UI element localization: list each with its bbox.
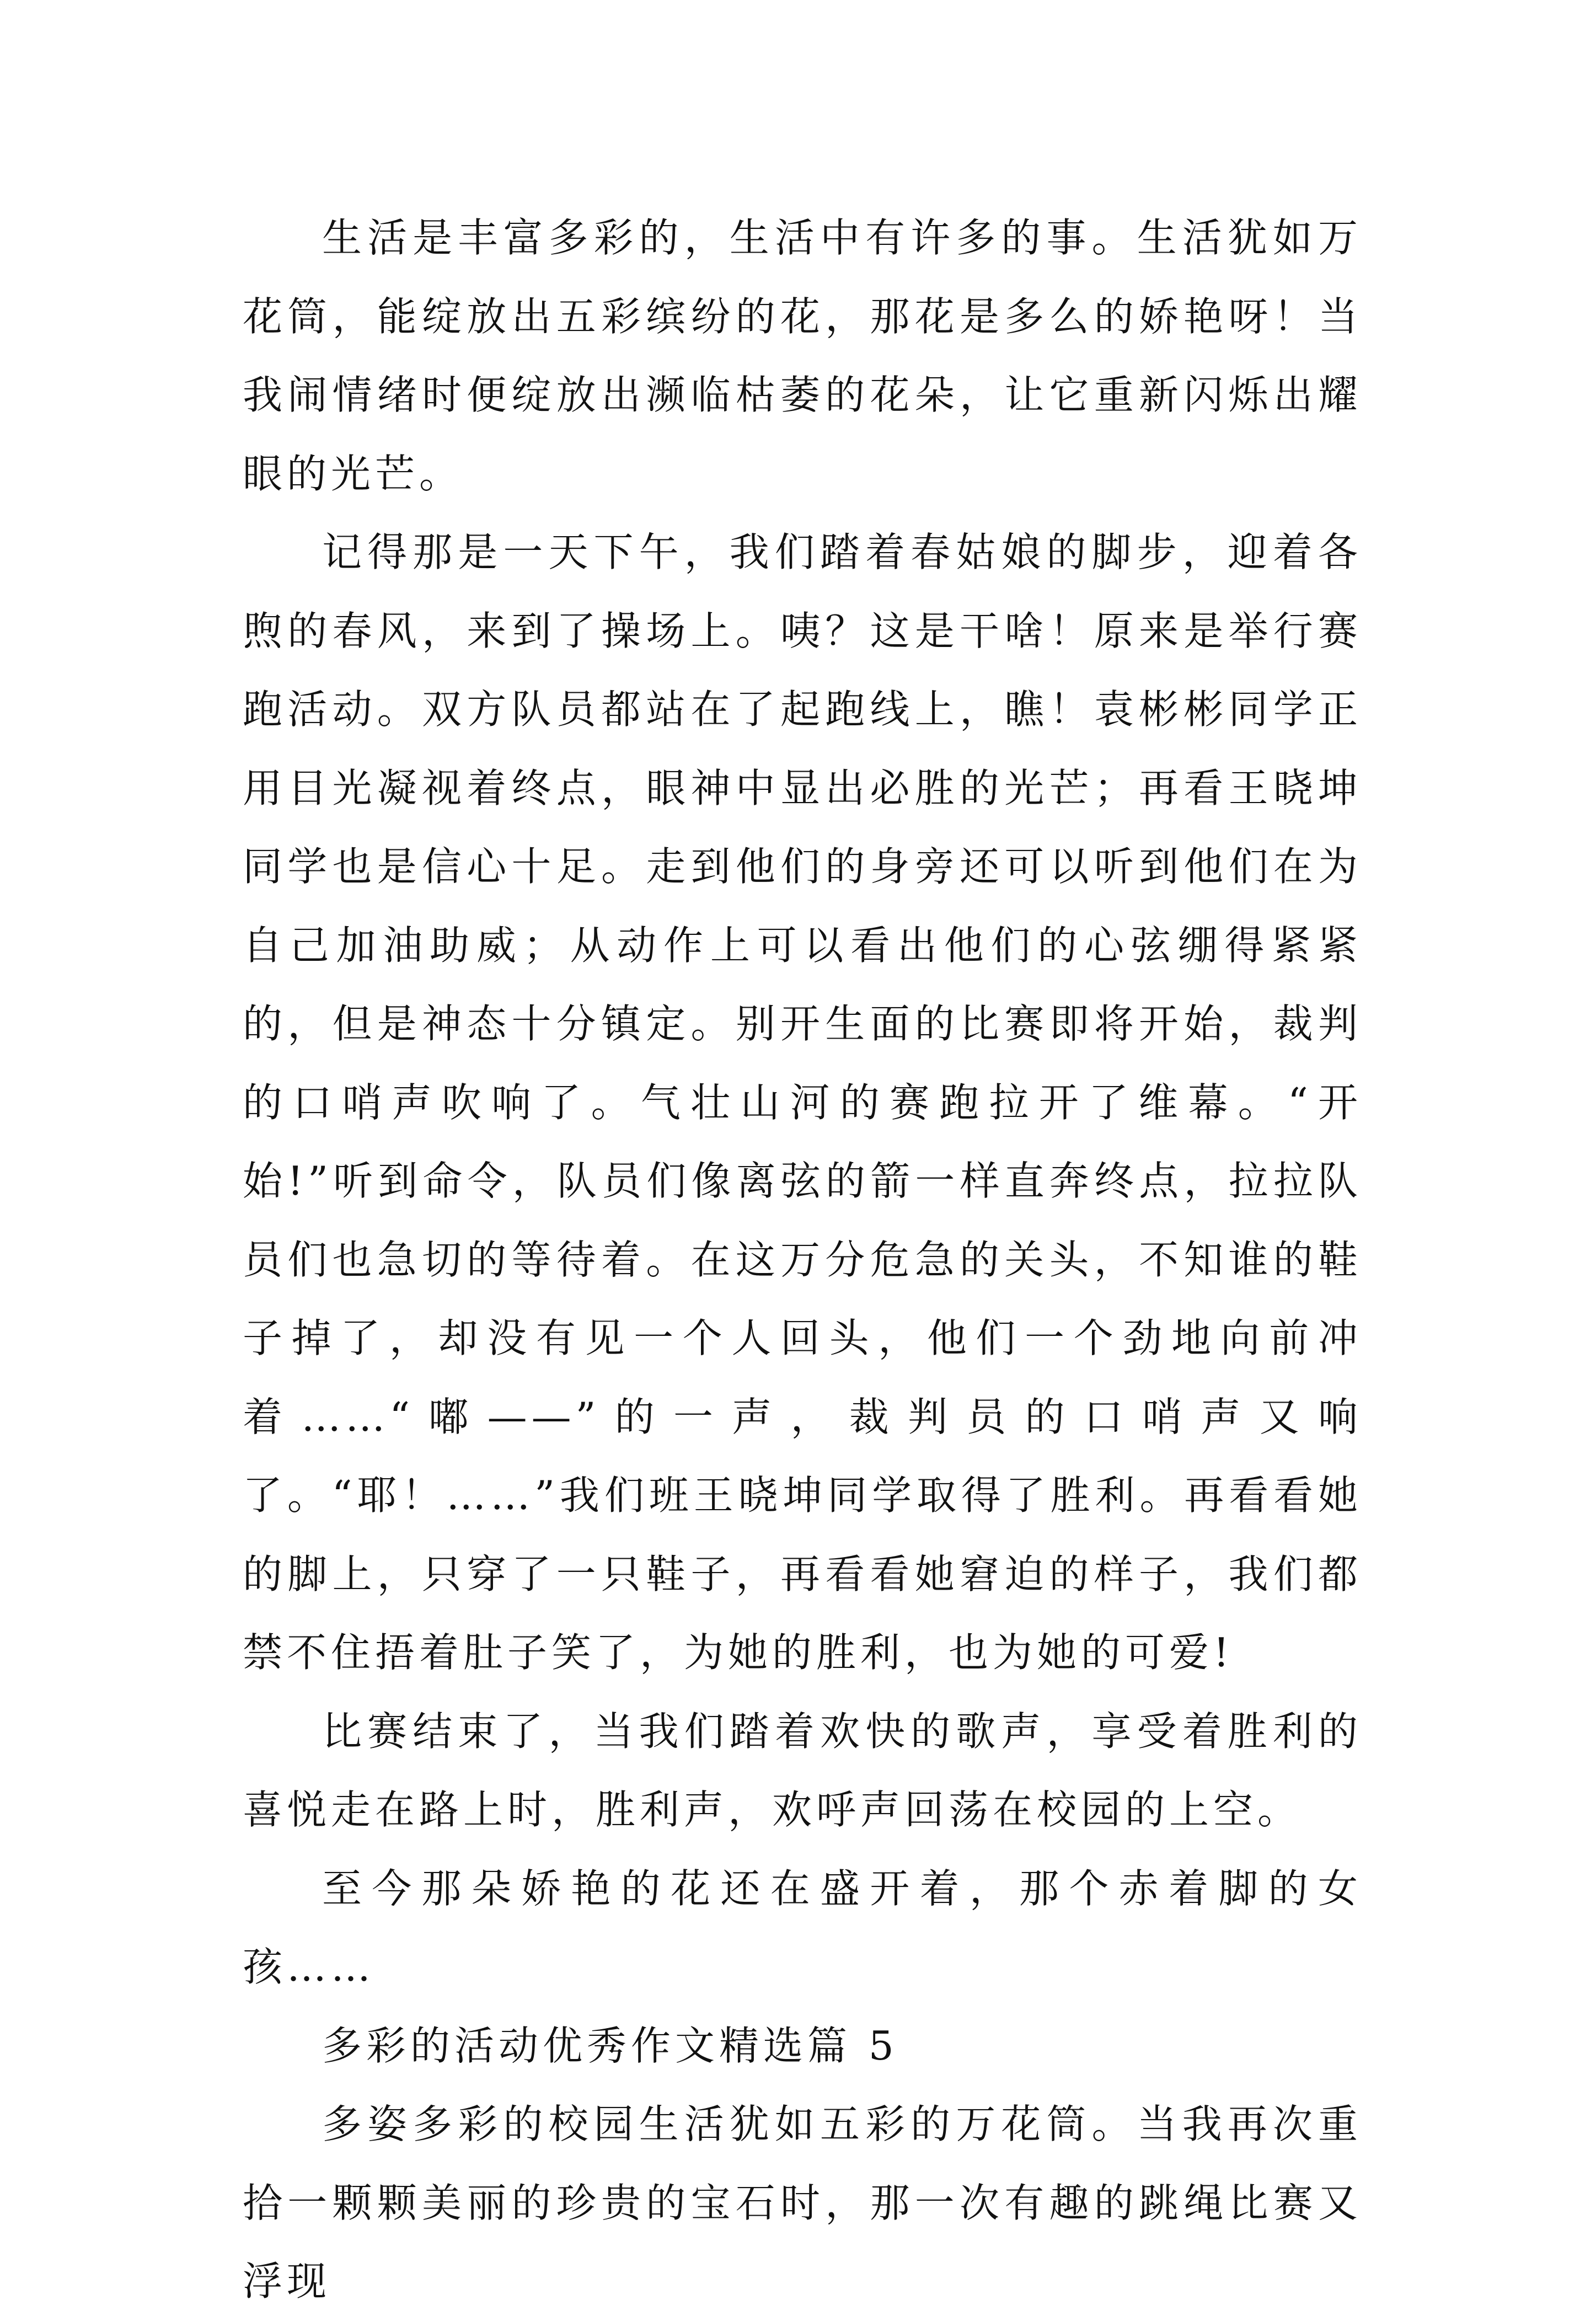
document-body: [243, 199, 1362, 2321]
paragraph-3: 比赛结束了，当我们踏着欢快的歌声，享受着胜利的喜悦走在路上时，胜利声，欢呼声回荡在校园的上空。: [243, 1708, 1362, 1833]
paragraph-5: 多姿多彩的校园生活犹如五彩的万花筒。当我再次重拾一颗颗美丽的珍贵的宝石时，那一次有趣的跳绳比赛又浮现: [243, 2101, 1362, 2304]
section-heading: 多彩的活动优秀作文精选篇 5: [322, 2022, 898, 2069]
paragraph-4: 至今那朵娇艳的花还在盛开着，那个赤着脚的女孩……: [243, 1865, 1362, 1990]
paragraph-2: 记得那是一天下午，我们踏着春姑娘的脚步，迎着各煦的春风，来到了操场上。咦？这是干啥！原来是举行赛跑活动。双方队员都站在了起跑线上，瞧！袁彬彬同学正用目光凝视着终点，眼神中显出必胜的光芒；再看王晓坤同学也是信心十足。走到他们的身旁还可以听到他们在为自己加油助威；从动作上可以看出他们的心弦绷得紧紧的，但是神态十分镇定。别开生面的比赛即将开始，裁判的口哨声吹响了。气壮山河的赛跑拉开了维幕。“开始!”听到命令，队员们像离弦的箭一样直奔终点，拉拉队员们也急切的等待着。在这万分危急的关头，不知谁的鞋子掉了，却没有见一个人回头，他们一个劲地向前冲着……“嘟——”的一声，裁判员的口哨声又响了。“耶！……”我们班王晓坤同学取得了胜利。再看看她的脚上，只穿了一只鞋子，再看看她窘迫的样子，我们都禁不住捂着肚子笑了，为她的胜利，也为她的可爱!: [243, 529, 1362, 1676]
paragraph-1: 生活是丰富多彩的，生活中有许多的事。生活犹如万花筒，能绽放出五彩缤纷的花，那花是多么的娇艳呀！当我闹情绪时便绽放出濒临枯萎的花朵，让它重新闪烁出耀眼的光芒。: [243, 215, 1362, 497]
